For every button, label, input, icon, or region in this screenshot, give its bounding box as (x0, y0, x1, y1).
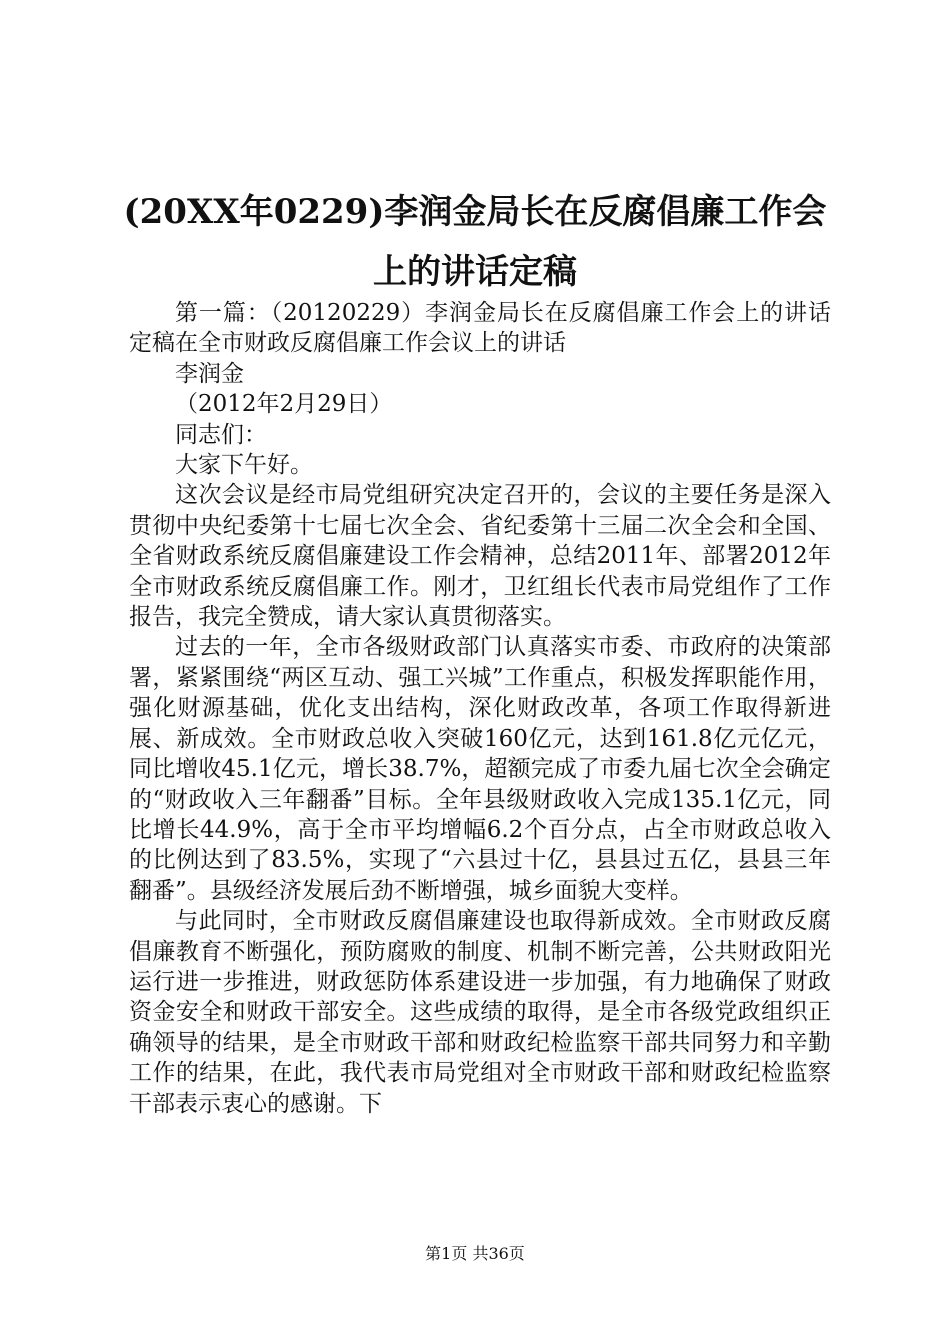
page-footer: 第1页 共36页 (425, 1244, 525, 1263)
body-paragraph: 过去的一年，全市各级财政部门认真落实市委、市政府的决策部署，紧紧围绕“两区互动、强工兴城”工作重点，积极发挥职能作用，强化财源基础，优化支出结构，深化财政改革，各项工作取得新进展、新成效。全市财政总收入突破160亿元，达到161.8亿元亿元，同比增收45.1亿元，增长38.7%，超额完成了市委九届七次全会确定的“财政收入三年翻番”目标。全年县级财政收入完成135.1亿元，同比增长44.9%，高于全市平均增幅6.2个百分点，占全市财政总收入的比例达到了83.5%，实现了“六县过十亿，县县过五亿，县县三年翻番”。县级经济发展后劲不断增强，城乡面貌大变样。 (129, 634, 831, 904)
document-body (129, 298, 831, 1119)
date-line: （2012年2月29日） (175, 391, 393, 418)
document-title-line-1: (20XX年0229)李润金局长在反腐倡廉工作会 (123, 192, 827, 232)
body-paragraph: 与此同时，全市财政反腐倡廉建设也取得新成效。全市财政反腐倡廉教育不断强化，预防腐败的制度、机制不断完善，公共财政阳光运行进一步推进，财政惩防体系建设进一步加强，有力地确保了财政资金安全和财政干部安全。这些成绩的取得，是全市各级党政组织正确领导的结果，是全市财政干部和财政纪检监察干部共同努力和辛勤工作的结果，在此，我代表市局党组对全市财政干部和财政纪检监察干部表示衷心的感谢。下 (129, 908, 831, 1117)
body-paragraph: 第一篇：（20120229）李润金局长在反腐倡廉工作会上的讲话定稿在全市财政反腐倡廉工作会议上的讲话 (129, 300, 831, 357)
author-line: 李润金 (175, 360, 244, 387)
greeting-line: 大家下午好。 (175, 452, 313, 479)
document-title-line-2: 上的讲话定稿 (373, 252, 577, 292)
body-paragraph: 这次会议是经市局党组研究决定召开的，会议的主要任务是深入贯彻中央纪委第十七届七次全会、省纪委第十三届二次全会和全国、全省财政系统反腐倡廉建设工作会精神，总结2011年、部署2012年全市财政系统反腐倡廉工作。刚才，卫红组长代表市局党组作了工作报告，我完全赞成，请大家认真贯彻落实。 (129, 482, 831, 631)
salutation-line: 同志们： (175, 421, 267, 448)
